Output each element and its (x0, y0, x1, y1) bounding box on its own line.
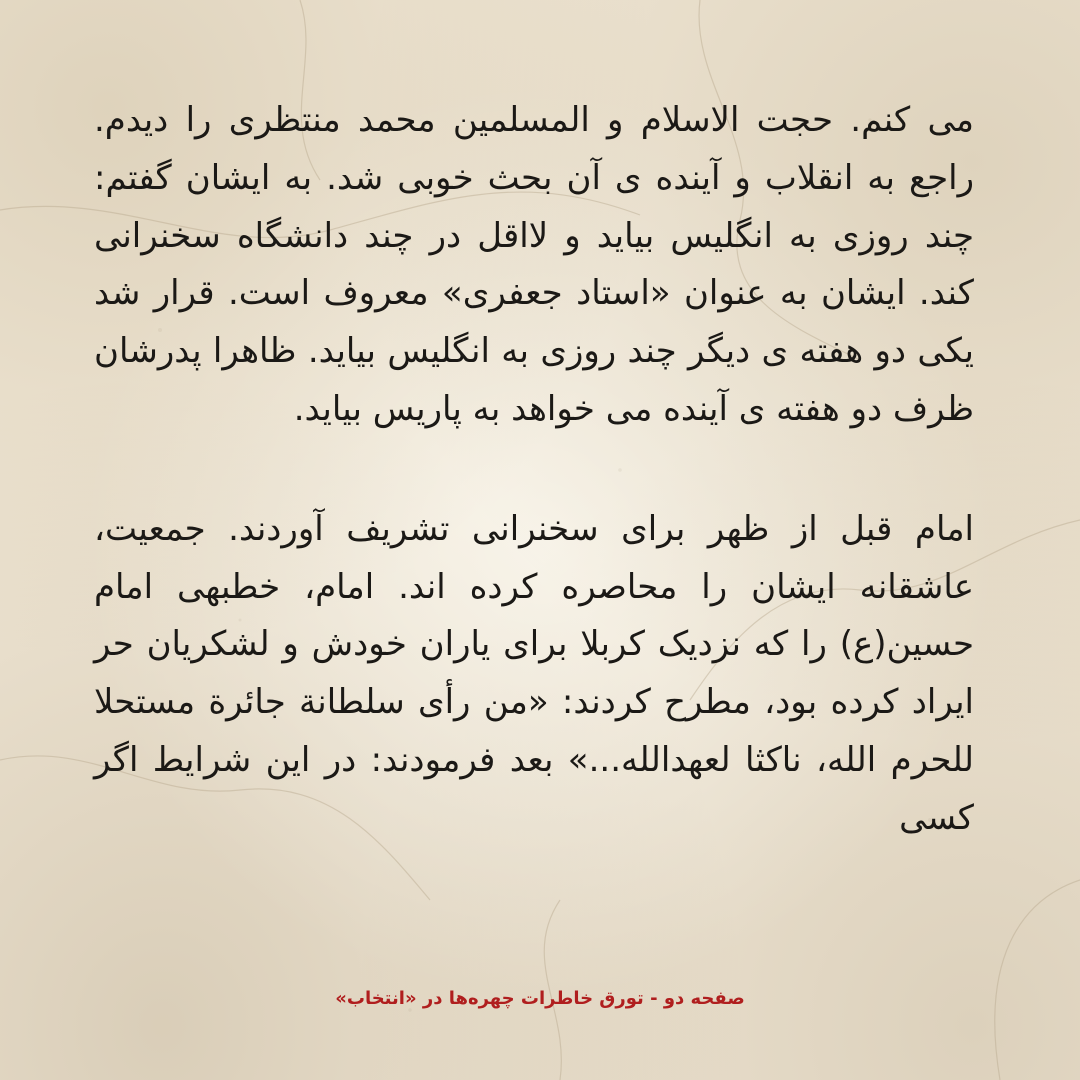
paragraph-2: امام قبل از ظهر برای سخنرانی تشریف آوردند. جمعیت، عاشقانه ایشان را محاصره کرده اند. امام، خطبهی امام حسین(ع) را که نزدیک کربلا برای یاران خودش و لشکریان حر ایراد کرده بود، مطرح کردند: «من رأی سلطانة جائرة مستحلا للحرم الله، ناکثا لعهدالله...» بعد فرمودند: در این شرایط اگر کسی (94, 508, 974, 838)
page-caption: صفحه دو - تورق خاطرات چهره‌ها در «انتخاب» (335, 988, 745, 1009)
memoir-text (94, 92, 974, 848)
paragraph-1: می کنم. حجت الاسلام و المسلمین محمد منتظری را دیدم. راجع به انقلاب و آینده ی آن بحث خوبی شد. به ایشان گفتم: چند روزی به انگلیس بیاید و لااقل در چند دانشگاه سخنرانی کند. ایشان به عنوان «استاد جعفری» معروف است. قرار شد یکی دو هفته ی دیگر چند روزی به انگلیس بیاید. ظاهرا پدرشان ظرف دو هفته ی آینده می خواهد به پاریس بیاید. (94, 100, 974, 429)
